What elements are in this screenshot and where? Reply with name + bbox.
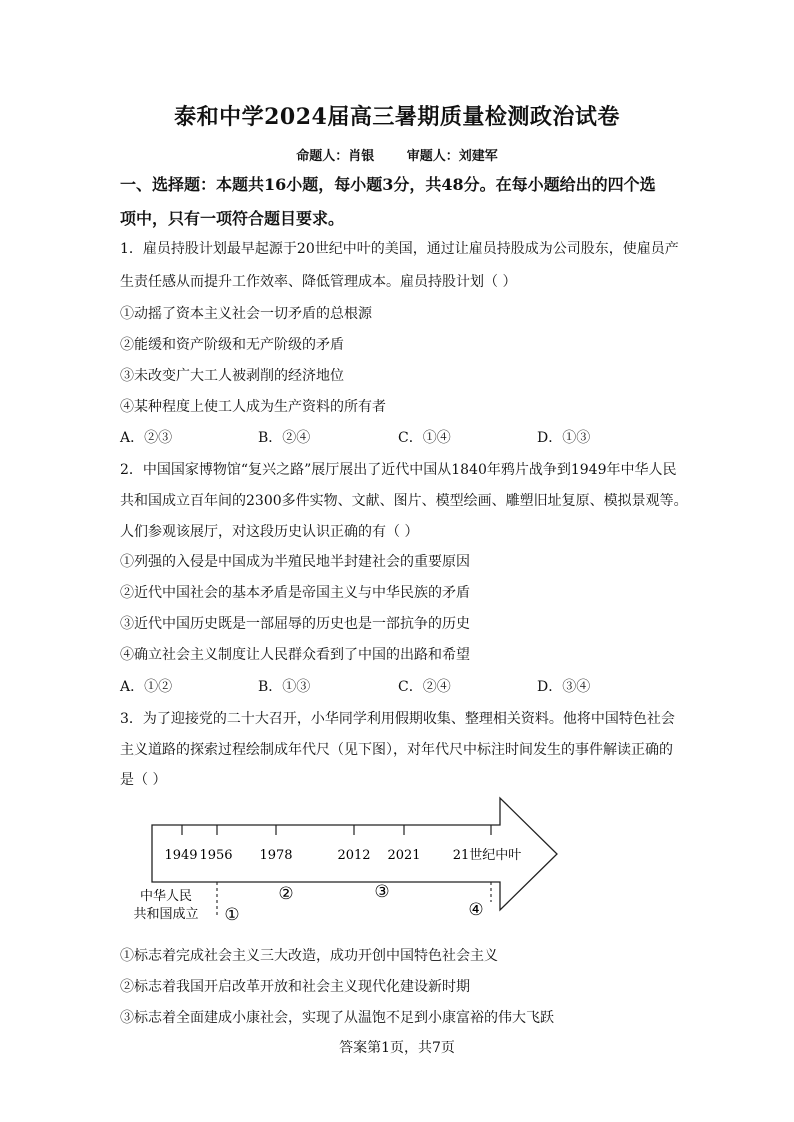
timeline-diagram — [0, 790, 794, 930]
q2-option-a: A．①② — [120, 679, 173, 695]
q2-option-c: C．②④ — [398, 679, 451, 695]
marker-4: ④ — [468, 900, 484, 920]
section-header-line-2: 项中，只有一项符合题目要求。 — [120, 209, 345, 228]
question-setter: 命题人：肖银 — [296, 149, 375, 164]
label-prc-founded-line-1: 中华人民 — [139, 889, 193, 904]
marker-2: ② — [278, 884, 294, 904]
q3-stem-line-1: 3．为了迎接党的二十大召开，小华同学利用假期收集、整理相关资料。他将中国特色社会 — [120, 711, 675, 727]
q2-item-2: ②近代中国社会的基本矛盾是帝国主义与中华民族的矛盾 — [120, 585, 470, 601]
q1-stem-line-2: 生责任感从而提升工作效率、降低管理成本。雇员持股计划（ ） — [120, 274, 517, 290]
q1-item-4: ④某种程度上使工人成为生产资料的所有者 — [120, 399, 386, 415]
year-2021: 2021 — [387, 848, 421, 863]
year-1956: 1956 — [199, 848, 233, 863]
question-reviewer: 审题人：刘建军 — [406, 149, 498, 164]
q3-item-3: ③标志着全面建成小康社会，实现了从温饱不足到小康富裕的伟大飞跃 — [120, 1010, 554, 1026]
q1-option-b: B．②④ — [258, 430, 311, 446]
q2-item-3: ③近代中国历史既是一部屈辱的历史也是一部抗争的历史 — [120, 616, 470, 632]
q2-option-d: D．③④ — [537, 679, 591, 695]
q1-item-1: ①动摇了资本主义社会一切矛盾的总根源 — [120, 306, 372, 322]
q1-option-a: A．②③ — [120, 430, 173, 446]
year-1949: 1949 — [164, 848, 198, 863]
q1-item-2: ②能缓和资产阶级和无产阶级的矛盾 — [120, 337, 344, 353]
q1-option-c: C．①④ — [398, 430, 451, 446]
q1-option-d: D．①③ — [537, 430, 591, 446]
q3-item-2: ②标志着我国开启改革开放和社会主义现代化建设新时期 — [120, 979, 470, 995]
q1-stem-line-1: 1．雇员持股计划最早起源于20世纪中叶的美国，通过让雇员持股成为公司股东，使雇员产 — [120, 241, 679, 257]
q2-item-1: ①列强的入侵是中国成为半殖民地半封建社会的重要原因 — [120, 554, 470, 570]
q2-stem-line-2: 共和国成立百年间的2300多件实物、文献、图片、模型绘画、雕塑旧址复原、模拟景观等。 — [120, 493, 688, 509]
marker-1: ① — [224, 905, 240, 925]
year-1978: 1978 — [259, 848, 293, 863]
page-title: 泰和中学2024届高三暑期质量检测政治试卷 — [174, 104, 620, 130]
marker-3: ③ — [374, 882, 390, 902]
q2-item-4: ④确立社会主义制度让人民群众看到了中国的出路和希望 — [120, 647, 470, 663]
page-footer: 答案第1页，共7页 — [339, 1040, 455, 1056]
label-prc-founded-line-2: 共和国成立 — [133, 907, 199, 922]
authors-line — [0, 145, 794, 164]
year-21st-century: 21世纪中叶 — [452, 848, 522, 863]
q2-stem-line-1: 2．中国国家博物馆“复兴之路”展厅展出了近代中国从1840年鸦片战争到1949年中华人民 — [120, 462, 677, 478]
q3-stem-line-2: 主义道路的探索过程绘制成年代尺（见下图），对年代尺中标注时间发生的事件解读正确的 — [120, 742, 673, 758]
section-header-line-1: 一、选择题：本题共16小题，每小题3分，共48分。在每小题给出的四个选 — [120, 175, 656, 194]
section-header — [120, 168, 680, 236]
q2-option-b: B．①③ — [258, 679, 311, 695]
year-2012: 2012 — [337, 848, 371, 863]
q3-item-1: ①标志着完成社会主义三大改造，成功开创中国特色社会主义 — [120, 948, 498, 964]
q1-item-3: ③未改变广大工人被剥削的经济地位 — [120, 368, 344, 384]
q2-stem-line-3: 人们参观该展厅，对这段历史认识正确的有（ ） — [120, 524, 419, 540]
q3-stem-line-3: 是（ ） — [120, 772, 167, 788]
